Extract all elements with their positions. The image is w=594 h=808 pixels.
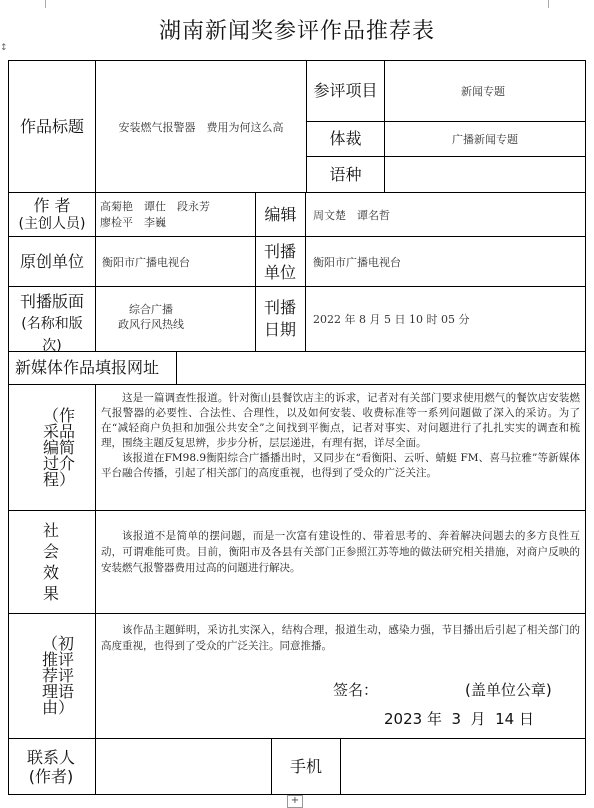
table-move-handle-icon[interactable]: ↕ <box>0 43 8 53</box>
language-label: 语种 <box>329 164 362 184</box>
original-unit-label: 原创单位 <box>19 251 84 271</box>
table-border-right <box>585 60 586 795</box>
author-label-main: 作 者 <box>33 196 71 215</box>
phone-label: 手机 <box>289 756 322 776</box>
new-media-url-label: 新媒体作品填报网址 <box>15 358 160 377</box>
sign-date: 2023 年 3 月 14 日 <box>384 710 534 728</box>
review-paragraph: 该作品主题鲜明，采访扎实深入，结构合理，报道生动，感染力强，节目播出后引起了相关部门的高度重视，也得到了受众的广泛关注。同意推播。 <box>101 624 580 652</box>
contact-label: 联系人(作者) <box>26 748 75 786</box>
publish-unit-value[interactable]: 衡阳市广播电视台 <box>313 255 401 269</box>
publish-edition-label-sub: (名称和版次) <box>21 316 83 351</box>
publish-edition-value[interactable]: 综合广播 政风行风热线 <box>118 303 184 331</box>
language-value[interactable] <box>385 157 585 192</box>
signature-label: 签名： <box>333 681 379 699</box>
genre-value[interactable]: 广播新闻专题 <box>452 133 518 146</box>
process-paragraph: 该报道在FM98.9衡阳综合广播播出时，又同步在“看衡阳、云听、蜻蜓 FM、喜马拉雅”等新媒体平台融合传播，引起了相关部门的高度重视，也得到了受众的广泛关注。 <box>101 452 580 479</box>
author-value[interactable]: 高菊艳 谭仕 段永芳 廖检平 李巍 <box>100 200 210 229</box>
genre-label: 体裁 <box>329 129 362 148</box>
author-label-sub: (主创人员) <box>18 216 86 232</box>
editor-label: 编辑 <box>264 204 297 224</box>
publish-date-value[interactable]: 2022 年 8 月 5 日 10 时 05 分 <box>313 313 470 326</box>
add-row-icon[interactable]: + <box>287 795 303 808</box>
phone-value[interactable] <box>341 739 585 794</box>
category-value[interactable]: 新闻专题 <box>461 85 505 98</box>
stamp-label: (盖单位公章) <box>465 681 552 699</box>
effect-paragraph: 该报道不是简单的摆问题，而是一次富有建设性的、带着思考的、奔着解决问题去的多方良性互动，可谓难能可贵。目前，衡阳市及各县有关部门正参照江苏等地的做法研究相关措施，对商户反映的安装燃气报警器费用过高的问题进行解决。 <box>101 530 580 574</box>
col-divider <box>95 384 96 795</box>
publish-edition-label <box>9 287 95 351</box>
publish-date-label: 刊播日期 <box>263 298 296 339</box>
work-title-value[interactable]: 安装燃气报警器 费用为何这么高 <box>118 120 284 134</box>
page-title: 湖南新闻奖参评作品推荐表 <box>158 19 435 44</box>
contact-value[interactable] <box>96 739 271 794</box>
author-label <box>9 193 95 236</box>
category-label: 参评项目 <box>313 81 378 100</box>
process-paragraph: 这是一篇调查性报道。针对衡山县餐饮店主的诉求，记者对有关部门要求使用燃气的餐饮店安装燃气报警器的必要性、合法性、合理性，以及如何安装、收费标准等一系列问题做了深入的采访。为了在“减轻商户负担和加强公共安全”之间找到平衡点，记者对事实、对问题进行了扎扎实实的调查和梳理，围绕主题反复思辨，步步分析，层层递进，有理有据，详尽全面。 <box>101 392 580 449</box>
process-label: （作采品编简过介程） <box>43 406 76 489</box>
publish-unit-label: 刊播单位 <box>263 241 296 282</box>
original-unit-value[interactable]: 衡阳市广播电视台 <box>102 255 190 269</box>
work-title-label: 作品标题 <box>19 116 84 136</box>
effect-label: 社会效果 <box>42 521 59 603</box>
new-media-url-value[interactable] <box>177 352 585 384</box>
editor-value[interactable]: 周文楚 谭名哲 <box>313 208 390 222</box>
crop-mark-top-left <box>35 0 46 8</box>
process-text <box>101 391 580 481</box>
publish-edition-label-main: 刊播版面 <box>19 292 84 311</box>
crop-mark-top-right <box>548 0 559 8</box>
review-label: （初推评荐评理语由） <box>41 634 74 717</box>
effect-text <box>101 528 580 576</box>
review-text <box>101 622 580 654</box>
